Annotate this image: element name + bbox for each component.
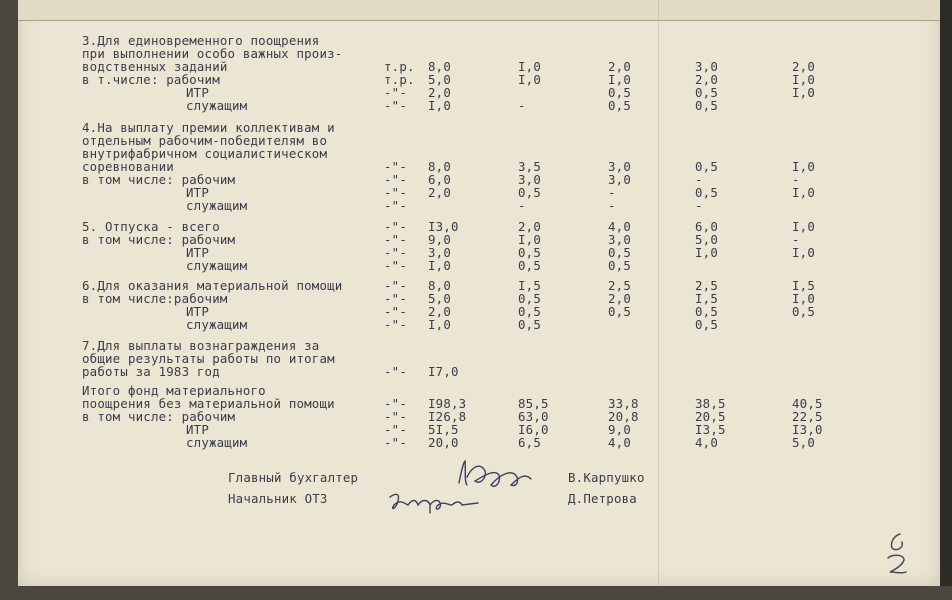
table-cell: 0,5 — [608, 258, 631, 273]
row-unit: -"- — [384, 291, 407, 306]
section-heading-line: соревновании — [82, 159, 174, 174]
table-cell: I,5 — [518, 278, 541, 293]
table-cell: I98,3 — [428, 396, 467, 411]
row-unit: -"- — [384, 245, 407, 260]
table-cell: 0,5 — [518, 185, 541, 200]
table-cell: - — [518, 98, 526, 113]
table-cell: 5,0 — [428, 291, 451, 306]
scan-border-bottom — [0, 586, 952, 600]
row-unit: -"- — [384, 304, 407, 319]
table-cell: I,0 — [695, 245, 718, 260]
table-cell: 8,0 — [428, 59, 451, 74]
row-label: ИТР — [186, 85, 209, 100]
section-heading-line: внутрифабричном социалистическом — [82, 146, 328, 161]
table-cell: I,0 — [792, 245, 815, 260]
row-unit: -"- — [384, 278, 407, 293]
table-cell: I,0 — [428, 317, 451, 332]
table-cell: 0,5 — [608, 304, 631, 319]
table-cell: 0,5 — [608, 98, 631, 113]
table-cell: 38,5 — [695, 396, 726, 411]
table-cell: I7,0 — [428, 364, 459, 379]
table-cell: 0,5 — [518, 304, 541, 319]
section-heading-line: 3.Для единовременного поощрения — [82, 33, 320, 48]
row-unit: -"- — [384, 232, 407, 247]
row-unit: т.р. — [384, 72, 415, 87]
table-cell: 2,0 — [608, 291, 631, 306]
section-heading-line: Итого фонд материального — [82, 383, 266, 398]
table-cell: 20,8 — [608, 409, 639, 424]
table-cell: - — [792, 172, 800, 187]
table-cell: 3,5 — [518, 159, 541, 174]
table-cell: 2,0 — [792, 59, 815, 74]
row-unit: -"- — [384, 422, 407, 437]
row-label: работы за 1983 год — [82, 364, 220, 379]
table-cell: 0,5 — [695, 317, 718, 332]
table-cell: I,5 — [792, 278, 815, 293]
table-cell: 3,0 — [428, 245, 451, 260]
table-cell: 8,0 — [428, 278, 451, 293]
row-label: ИТР — [186, 422, 209, 437]
row-unit: -"- — [384, 219, 407, 234]
table-cell: I,0 — [518, 59, 541, 74]
row-label: служащим — [186, 98, 248, 113]
table-cell: 0,5 — [695, 159, 718, 174]
table-cell: I,0 — [792, 185, 815, 200]
table-cell: 0,5 — [695, 185, 718, 200]
row-label: служащим — [186, 435, 248, 450]
table-cell: 9,0 — [428, 232, 451, 247]
table-cell: 0,5 — [608, 245, 631, 260]
row-label: в том числе: рабочим — [82, 232, 236, 247]
section-heading-line: 4.На выплату премии коллективам и — [82, 120, 335, 135]
row-label: в том числе:рабочим — [82, 291, 228, 306]
row-unit: -"- — [384, 85, 407, 100]
table-cell: 3,0 — [608, 159, 631, 174]
section-heading-line: водственных заданий — [82, 59, 228, 74]
row-label: ИТР — [186, 245, 209, 260]
section-heading-line: 7.Для выплаты вознаграждения за — [82, 338, 320, 353]
row-unit: т.р. — [384, 59, 415, 74]
table-cell: 4,0 — [608, 435, 631, 450]
row-unit: -"- — [384, 159, 407, 174]
table-cell: 3,0 — [518, 172, 541, 187]
table-cell: 2,0 — [518, 219, 541, 234]
table-cell: I,5 — [695, 291, 718, 306]
table-cell: 0,5 — [792, 304, 815, 319]
table-cell: 0,5 — [518, 245, 541, 260]
paper-fold — [658, 0, 659, 586]
table-cell: - — [518, 198, 526, 213]
table-cell: 3,0 — [695, 59, 718, 74]
table-cell: 40,5 — [792, 396, 823, 411]
row-label: служащим — [186, 198, 248, 213]
row-label: 5. Отпуска - всего — [82, 219, 220, 234]
table-cell: 0,5 — [695, 304, 718, 319]
table-cell: - — [608, 198, 616, 213]
table-cell: 2,0 — [695, 72, 718, 87]
row-label: в т.числе: рабочим — [82, 72, 220, 87]
table-cell: 33,8 — [608, 396, 639, 411]
row-label: ИТР — [186, 304, 209, 319]
row-label: поощрения без материальной помощи — [82, 396, 335, 411]
table-cell: - — [695, 172, 703, 187]
table-cell: I,0 — [608, 72, 631, 87]
binding-edge — [940, 0, 952, 600]
signature-role-chief-accountant: Главный бухгалтер — [228, 470, 359, 485]
table-cell: 4,0 — [608, 219, 631, 234]
signature-role-ots-head: Начальник ОТЗ — [228, 491, 328, 506]
table-cell: - — [608, 185, 616, 200]
table-cell: 6,0 — [428, 172, 451, 187]
row-unit: -"- — [384, 258, 407, 273]
table-cell: I3,0 — [792, 422, 823, 437]
row-unit: -"- — [384, 435, 407, 450]
table-cell: 2,0 — [428, 304, 451, 319]
scan-border-left — [0, 0, 18, 600]
row-unit: -"- — [384, 317, 407, 332]
table-cell: 2,0 — [428, 85, 451, 100]
table-cell: 3,0 — [608, 172, 631, 187]
table-cell: 0,5 — [608, 85, 631, 100]
table-cell: 9,0 — [608, 422, 631, 437]
row-label: в том числе: рабочим — [82, 172, 236, 187]
table-cell: 3,0 — [608, 232, 631, 247]
table-cell: I,0 — [428, 98, 451, 113]
table-cell: I,0 — [518, 72, 541, 87]
table-cell: - — [792, 232, 800, 247]
row-label: в том числе: рабочим — [82, 409, 236, 424]
table-cell: 22,5 — [792, 409, 823, 424]
table-cell: 85,5 — [518, 396, 549, 411]
table-cell: I,0 — [428, 258, 451, 273]
table-cell: 20,5 — [695, 409, 726, 424]
table-cell: 5,0 — [428, 72, 451, 87]
table-cell: I,0 — [792, 159, 815, 174]
row-label: 6.Для оказания материальной помощи — [82, 278, 343, 293]
section-heading-line: общие результаты работы по итогам — [82, 351, 335, 366]
row-label: служащим — [186, 258, 248, 273]
table-cell: 5,0 — [695, 232, 718, 247]
table-cell: 8,0 — [428, 159, 451, 174]
table-cell: I3,5 — [695, 422, 726, 437]
table-cell: 20,0 — [428, 435, 459, 450]
table-cell: I3,0 — [428, 219, 459, 234]
table-cell: 4,0 — [695, 435, 718, 450]
table-cell: I26,8 — [428, 409, 467, 424]
table-cell: 5,0 — [792, 435, 815, 450]
table-cell: I,0 — [792, 291, 815, 306]
row-unit: -"- — [384, 364, 407, 379]
table-cell: I,0 — [792, 85, 815, 100]
table-cell: 6,5 — [518, 435, 541, 450]
row-unit: -"- — [384, 396, 407, 411]
table-cell: I,0 — [792, 219, 815, 234]
table-cell: 0,5 — [518, 317, 541, 332]
table-cell: 2,5 — [608, 278, 631, 293]
table-cell: 2,5 — [695, 278, 718, 293]
table-cell: 2,0 — [428, 185, 451, 200]
row-unit: -"- — [384, 172, 407, 187]
table-cell: 0,5 — [518, 291, 541, 306]
signature-name-chief-accountant: В.Карпушко — [568, 470, 645, 485]
row-label: ИТР — [186, 185, 209, 200]
section-heading-line: отдельным рабочим-победителям во — [82, 133, 328, 148]
table-cell: I,0 — [518, 232, 541, 247]
table-cell: I,0 — [792, 72, 815, 87]
row-unit: -"- — [384, 198, 407, 213]
table-cell: - — [695, 198, 703, 213]
handwritten-page-number — [878, 528, 918, 578]
page-top-strip — [18, 0, 940, 21]
row-label: служащим — [186, 317, 248, 332]
table-cell: 0,5 — [518, 258, 541, 273]
table-cell: 0,5 — [695, 98, 718, 113]
row-unit: -"- — [384, 98, 407, 113]
table-cell: 63,0 — [518, 409, 549, 424]
row-unit: -"- — [384, 185, 407, 200]
table-cell: 5I,5 — [428, 422, 459, 437]
table-cell: 6,0 — [695, 219, 718, 234]
table-cell: I6,0 — [518, 422, 549, 437]
signature-name-ots-head: Д.Петрова — [568, 491, 637, 506]
table-cell: 0,5 — [695, 85, 718, 100]
table-cell: 2,0 — [608, 59, 631, 74]
row-unit: -"- — [384, 409, 407, 424]
section-heading-line: при выполнении особо важных произ- — [82, 46, 343, 61]
handwritten-signature-petrova — [386, 487, 486, 522]
